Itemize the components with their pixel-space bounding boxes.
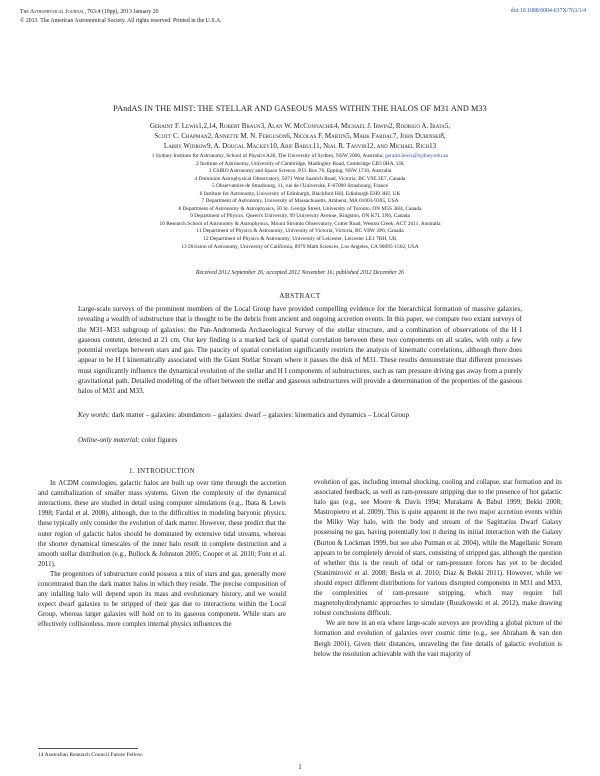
author-line: Larry Widrow9, A. Dougal Mackey10, Arif Babul11, Nial R. Tanvir12, and Michael Rich13 <box>163 142 437 150</box>
online-text: color figures <box>139 436 178 444</box>
affiliation: 2 Institute of Astronomy, University of Cambridge, Madingley Road, Cambridge CB3 0HA, UK <box>195 160 405 167</box>
left-column <box>38 466 286 631</box>
footnote: 14 Australian Research Council Future Fellow. <box>38 752 143 758</box>
right-column <box>314 478 562 660</box>
paragraph: In ΛCDM cosmologies, galactic halos are built up over time through the accretion and cannibalization of smaller mass systems. Given the complexity of the dynamical interactions, these are studied in detail using computer simulations (e.g., Ibata & Lewis 1998; Fardal et al. 2008), although, due to the difficulties in modeling baryonic physics, these typically only consider the evolution of dark matter. However, these predict that the outer region of galactic halos should be dominated by extensive tidal streams, whereas the shorter dynamical timescales of the inner halo result in complete destruction and a smooth stellar distribution (e.g., Bullock & Johnston 2005; Cooper et al. 2010; Font et al. 2011). <box>38 480 286 568</box>
author-list <box>60 121 540 151</box>
page-number: 1 <box>298 763 302 771</box>
doi-link[interactable]: doi:10.1088/0004-637X/763/1/4 <box>510 8 586 14</box>
affiliation: 7 Department of Astronomy, University of Massachusetts, Amherst, MA 01003-9305, USA <box>201 198 399 205</box>
affiliation: 1 Sydney Institute for Astronomy, School of Physics A28, The University of Sydney, NSW 2006, Australia; geraint.lewis@sydney.edu.au <box>151 153 449 159</box>
received-dates: Received 2012 September 26; accepted 2012 November 16; published 2012 December 26 <box>195 270 405 276</box>
email-link[interactable]: geraint.lewis@sydney.edu.au <box>385 153 449 159</box>
abstract-heading: ABSTRACT <box>279 292 321 300</box>
affiliation: 5 Observatoire de Strasbourg, 11, rue de l'Universite, F-67000 Strasbourg, France <box>211 183 389 190</box>
abstract-text: Large-scale surveys of the prominent members of the Local Group have provided compelling evidence for the hierarchical formation of massive galaxies, revealing a wealth of substructure that is thought to be the debris from ancient and ongoing accretion events. In this paper, we compare two extant surveys of the M31–M33 subgroup of galaxies: the Pan-Andromeda Archaeological Survey of the stellar structure, and a combination of observations of the H I gaseous content, detected at 21 cm. Our key finding is a marked lack of spatial correlation between these two components on all scales, with only a few potential overlaps between stars and gas. The paucity of spatial correlation significantly restricts the analysis of kinematic correlations, although there does appear to be H I kinematically associated with the Giant Stellar Stream where it passes the disk of M31. These results demonstrate that different processes must significantly influence the dynamical evolution of the stellar and H I components of substructures, such as ram pressure driving gas away from a purely gravitational path. Detailed modeling of the offset between the stellar and gaseous substructures will provide a determination of the properties of the gaseous halos of M31 and M33. <box>78 305 522 395</box>
online-material <box>78 436 522 444</box>
author-line: Geraint F. Lewis1,2,14, Robert Braun3, Alan W. McConnachie4, Michael J. Irwin2, Rodrigo A. Ibata5, <box>149 122 451 130</box>
affiliation: 10 Research School of Astronomy & Astrophysics, Mount Stromlo Observatory, Cotter Road, Weston Creek, ACT 2611, Australia <box>159 220 441 227</box>
journal-citation: , 763:4 (10pp), 2013 January 20 <box>84 9 159 15</box>
online-label: Online-only material: <box>78 436 140 444</box>
section-heading: 1. INTRODUCTION <box>129 467 195 475</box>
paragraph: evolution of gas, including internal shocking, cooling and collapse, star formation and its associated feedback, as well as ram-pressure stripping due to the presence of hot galactic halo gas (e.g., see Moore & Davis 1994; Murakami & Babul 1999; Bekki 2008; Mastropietro et al. 2009). This is quite apparent in the two major accretion events within the Milky Way halo, with the body and stream of the Sagittarius Dwarf Galaxy possessing no gas, having potentially lost it during its initial interaction with the Galaxy (Burton & Lockman 1999, but see also Putman et al. 2004), while the Magellanic Stream appears to be completely devoid of stars, consisting of stripped gas, although the question of whether this is the result of tidal or ram-pressure forces has yet to be decided (Stanimirović et al. 2008; Besla et al. 2010; Diaz & Bekki 2011). However, while we should expect different distributions for various disrupted components in M31 and M33, the complexities of ram-pressure stripping, which may require full magnetohydrodynamic approaches to simulate (Ruszkowski et al. 2012), make drawing robust conclusions difficult. <box>314 479 562 618</box>
affiliation: 4 Dominion Astrophysical Observatory, 5071 West Saanich Road, Victoria, BC V9E 2E7, Canada <box>194 175 406 182</box>
footnote-rule <box>38 748 138 749</box>
journal-name: The Astrophysical Journal <box>20 9 85 15</box>
journal-header <box>20 8 222 25</box>
affiliation: 9 Department of Physics, Queen's University, 99 University Avenue, Kingston, ON K7L 3N6, Canada <box>190 213 410 220</box>
keywords-text: dark matter – galaxies: abundances – galaxies: dwarf – galaxies: kinematics and dynamics – Local Group <box>110 411 410 419</box>
affiliation: 13 Division of Astronomy, University of California, 8979 Math Sciences, Los Angeles, CA 90095-1562, USA <box>181 243 419 250</box>
paragraph: We are now in an era where large-scale surveys are providing a global picture of the formation and evolution of galaxies over cosmic time (e.g., see Abraham & van den Bergh 2001). Given their distances, unraveling the fine details of galactic evolution is below the resolution achievable with the vast majority of <box>314 620 562 658</box>
author-line: Scott C. Chapman2, Annette M. N. Ferguson6, Nicolas F. Martin5, Mark Fardal7, John Dubinski8, <box>154 132 446 140</box>
affiliation: 11 Department of Physics & Astronomy, University of Victoria, Victoria, BC V8W 3P6, Canada <box>196 228 404 235</box>
keywords-label: Key words: <box>78 411 111 419</box>
affiliation: 3 CSIRO Astronomy and Space Science, P.O. Box 76, Epping, NSW 1710, Australia <box>208 168 392 175</box>
affiliation: 12 Department of Physics & Astronomy, University of Leicester, Leicester LE1 7RH, UK <box>203 236 397 243</box>
affiliation-list <box>40 153 560 251</box>
paragraph: The progenitors of substructure could possess a mix of stars and gas, generally more concentrated than the dark matter halos in which they reside. The precise composition of any infalling halo will depend upon its mass and evolutionary history, and we would expect dwarf galaxies to be stripped of their gas due to interactions within the Local Group, whereas larger galaxies will hold on to its gaseous component. While stars are effectively collisionless, more complex internal physics influences the <box>38 570 286 629</box>
copyright-line: © 2013. The American Astronomical Society. All rights reserved. Printed in the U.S.A. <box>20 17 222 24</box>
affiliation: 6 Institute for Astronomy, University of Edinburgh, Blackford Hill, Edinburgh EH9 3HJ, UK <box>199 190 401 197</box>
affiliation: 8 Department of Astronomy & Astrophysics, 50 St. George Street, University of Toronto, ON M5S 3H4, Canada <box>178 205 422 212</box>
paper-title: PAndAS IN THE MIST: THE STELLAR AND GASEOUS MASS WITHIN THE HALOS OF M31 AND M33 <box>113 104 487 113</box>
keywords <box>78 410 522 420</box>
